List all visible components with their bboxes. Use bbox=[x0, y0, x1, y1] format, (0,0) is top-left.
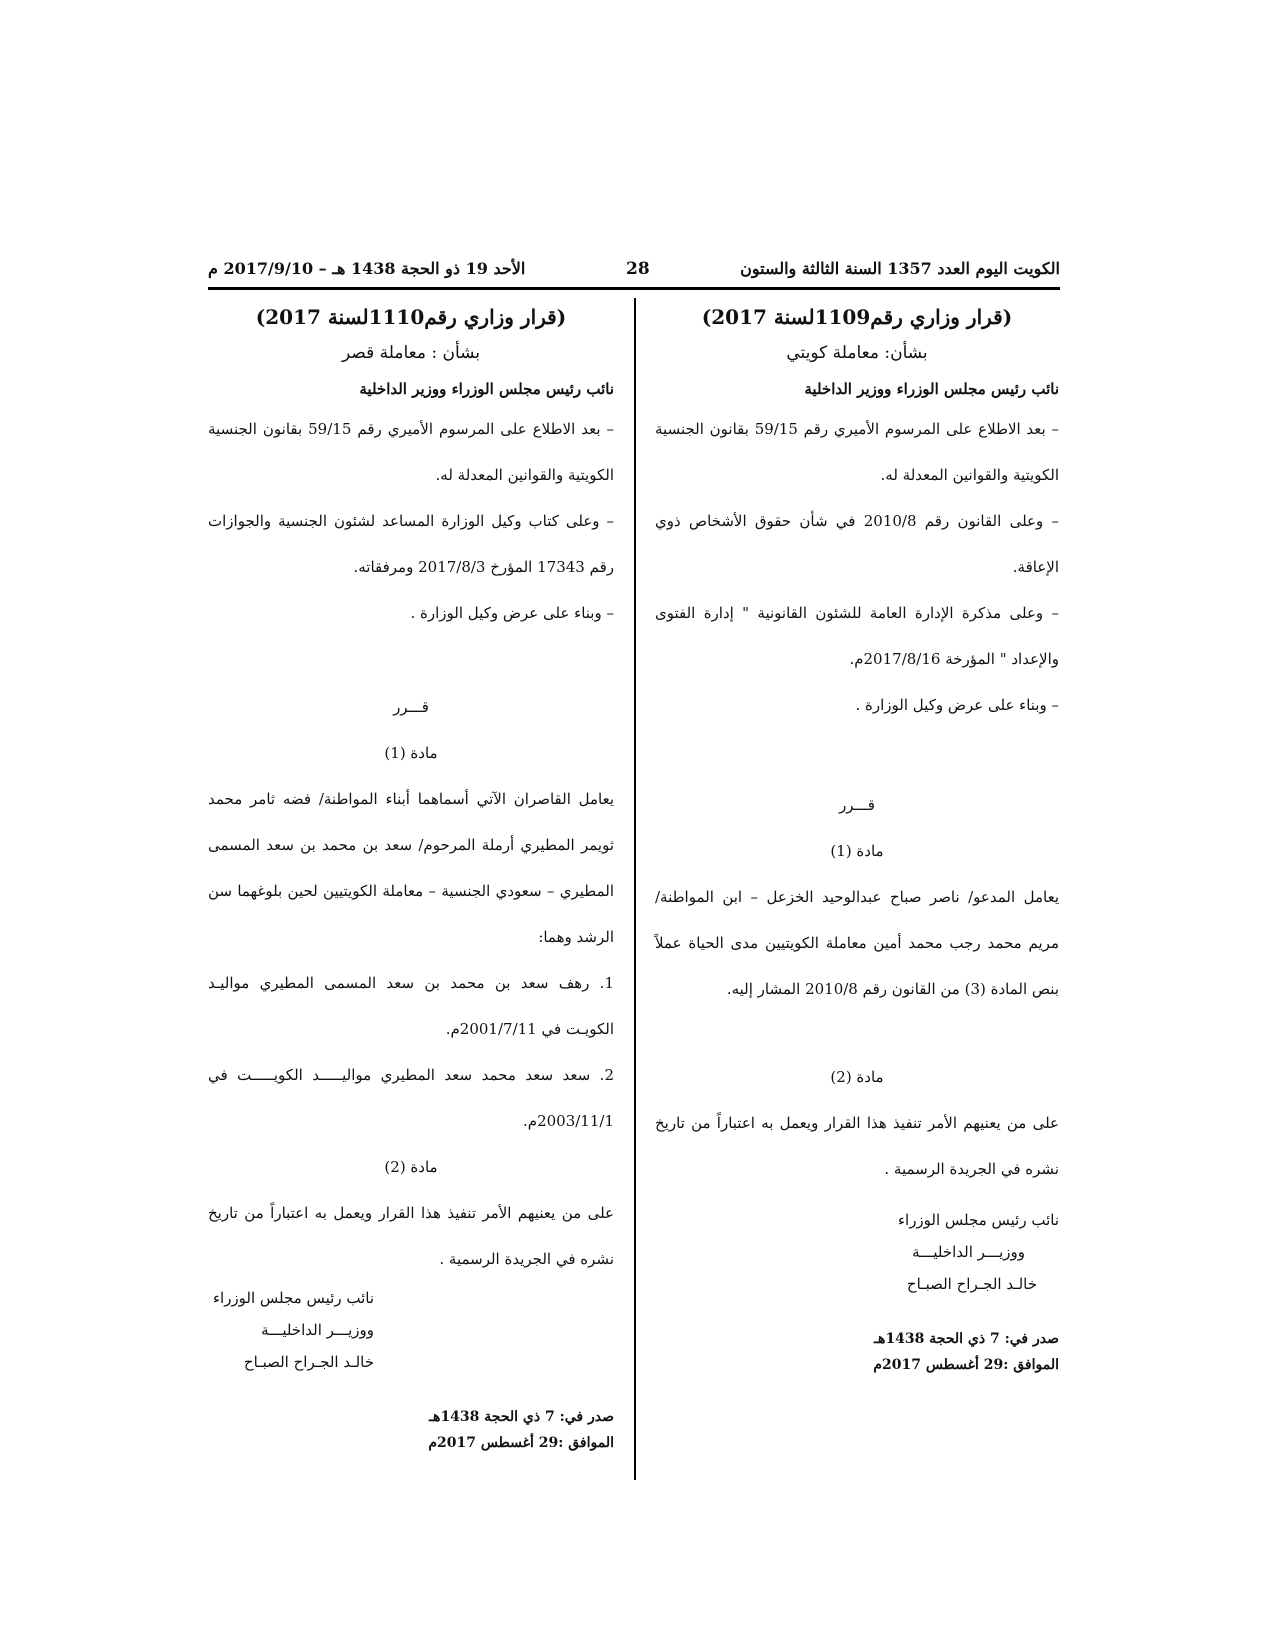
header-date: الأحد 19 ذو الحجة 1438 هـ – 2017/9/10 م bbox=[208, 259, 526, 278]
header-rule bbox=[208, 287, 1060, 290]
signature-name: خالـد الجـراح الصبـاح bbox=[906, 1275, 1037, 1293]
corresponding-date: الموافق :29 أغسطس 2017م bbox=[873, 1357, 1059, 1373]
article-2-text: على من يعنيهم الأمر تنفيذ هذا القرار ويعمل به اعتباراً من تاريخ نشره في الجريدة الرسمية . bbox=[208, 1204, 614, 1268]
decision-issuer: نائب رئيس مجلس الوزراء ووزير الداخلية bbox=[359, 380, 614, 398]
preamble-item: – وعلى مذكرة الإدارة العامة للشئون القانونية " إدارة الفتوى والإعداد " المؤرخة 2017/8/16م. bbox=[655, 604, 1059, 668]
corresponding-date: الموافق :29 أغسطس 2017م bbox=[428, 1435, 614, 1451]
preamble-item: – بعد الاطلاع على المرسوم الأميري رقم 59/15 بقانون الجنسية الكويتية والقوانين المعدلة له. bbox=[655, 420, 1059, 484]
signature-ministry: ووزيـــر الداخليـــة bbox=[912, 1243, 1025, 1261]
signature-name: خالـد الجـراح الصبـاح bbox=[243, 1353, 374, 1371]
decision-title: (قرار وزاري رقم1110لسنة 2017) bbox=[255, 305, 567, 329]
page-header bbox=[208, 259, 1060, 285]
column-divider bbox=[634, 298, 636, 1480]
signature-title: نائب رئيس مجلس الوزراء bbox=[897, 1211, 1059, 1229]
preamble-item: – بعد الاطلاع على المرسوم الأميري رقم 59/15 بقانون الجنسية الكويتية والقوانين المعدلة له. bbox=[208, 420, 614, 484]
signature-ministry: ووزيـــر الداخليـــة bbox=[261, 1321, 374, 1339]
issued-date: صدر في: 7 ذي الحجة 1438هـ bbox=[873, 1331, 1059, 1347]
article-1-text: يعامل المدعو/ ناصر صباح عبدالوحيد الخزعل – ابن المواطنة/ مريم محمد رجب محمد أمين معاملة الكويتيين مدى الحياة عملاً بنص المادة (3) من القانون رقم 2010/8 المشار إليه. bbox=[655, 888, 1059, 998]
decision-heading: قـــرر bbox=[839, 796, 875, 814]
header-publication: الكويت اليوم العدد 1357 السنة الثالثة والستون bbox=[740, 259, 1060, 278]
decision-1110 bbox=[208, 300, 614, 1456]
preamble-item: – وعلى القانون رقم 2010/8 في شأن حقوق الأشخاص ذوي الإعاقة. bbox=[655, 512, 1059, 576]
article-1-item: 2. سعد سعد محمد سعد المطيري مواليـــــد الكويـــــت في 2003/11/1م. bbox=[208, 1066, 614, 1130]
preamble-item: – وبناء على عرض وكيل الوزارة . bbox=[855, 696, 1059, 714]
article-1-text: يعامل القاصران الآتي أسماهما أبناء المواطنة/ فضه ثامر محمد ثويمر المطيري أرملة المرحوم/ سعد بن محمد بن سعد المسمى المطيري – سعودي الجنسية – معاملة الكويتيين لحين بلوغهما سن الرشد وهما: bbox=[208, 790, 614, 946]
decision-heading: قـــرر bbox=[393, 698, 429, 716]
page-number: 28 bbox=[626, 259, 650, 279]
preamble-item: – وعلى كتاب وكيل الوزارة المساعد لشئون الجنسية والجوازات رقم 17343 المؤرخ 2017/8/3 ومرفقاته. bbox=[208, 512, 614, 576]
preamble-item: – وبناء على عرض وكيل الوزارة . bbox=[410, 604, 614, 622]
decision-subject: بشأن: معاملة كويتي bbox=[786, 343, 928, 363]
decision-1109 bbox=[655, 300, 1059, 1378]
article-2-heading: مادة (2) bbox=[830, 1068, 884, 1086]
article-1-heading: مادة (1) bbox=[830, 842, 884, 860]
issued-date: صدر في: 7 ذي الحجة 1438هـ bbox=[428, 1409, 614, 1425]
article-1-item: 1. رهف سعد بن محمد بن سعد المسمى المطيري مواليـد الكويـت في 2001/7/11م. bbox=[208, 974, 614, 1038]
article-1-heading: مادة (1) bbox=[384, 744, 438, 762]
article-2-heading: مادة (2) bbox=[384, 1158, 438, 1176]
signature-title: نائب رئيس مجلس الوزراء bbox=[212, 1289, 374, 1307]
article-2-text: على من يعنيهم الأمر تنفيذ هذا القرار ويعمل به اعتباراً من تاريخ نشره في الجريدة الرسمية . bbox=[655, 1114, 1059, 1178]
decision-title: (قرار وزاري رقم1109لسنة 2017) bbox=[701, 305, 1013, 329]
decision-subject: بشأن : معاملة قصر bbox=[341, 343, 481, 363]
decision-issuer: نائب رئيس مجلس الوزراء ووزير الداخلية bbox=[804, 380, 1059, 398]
